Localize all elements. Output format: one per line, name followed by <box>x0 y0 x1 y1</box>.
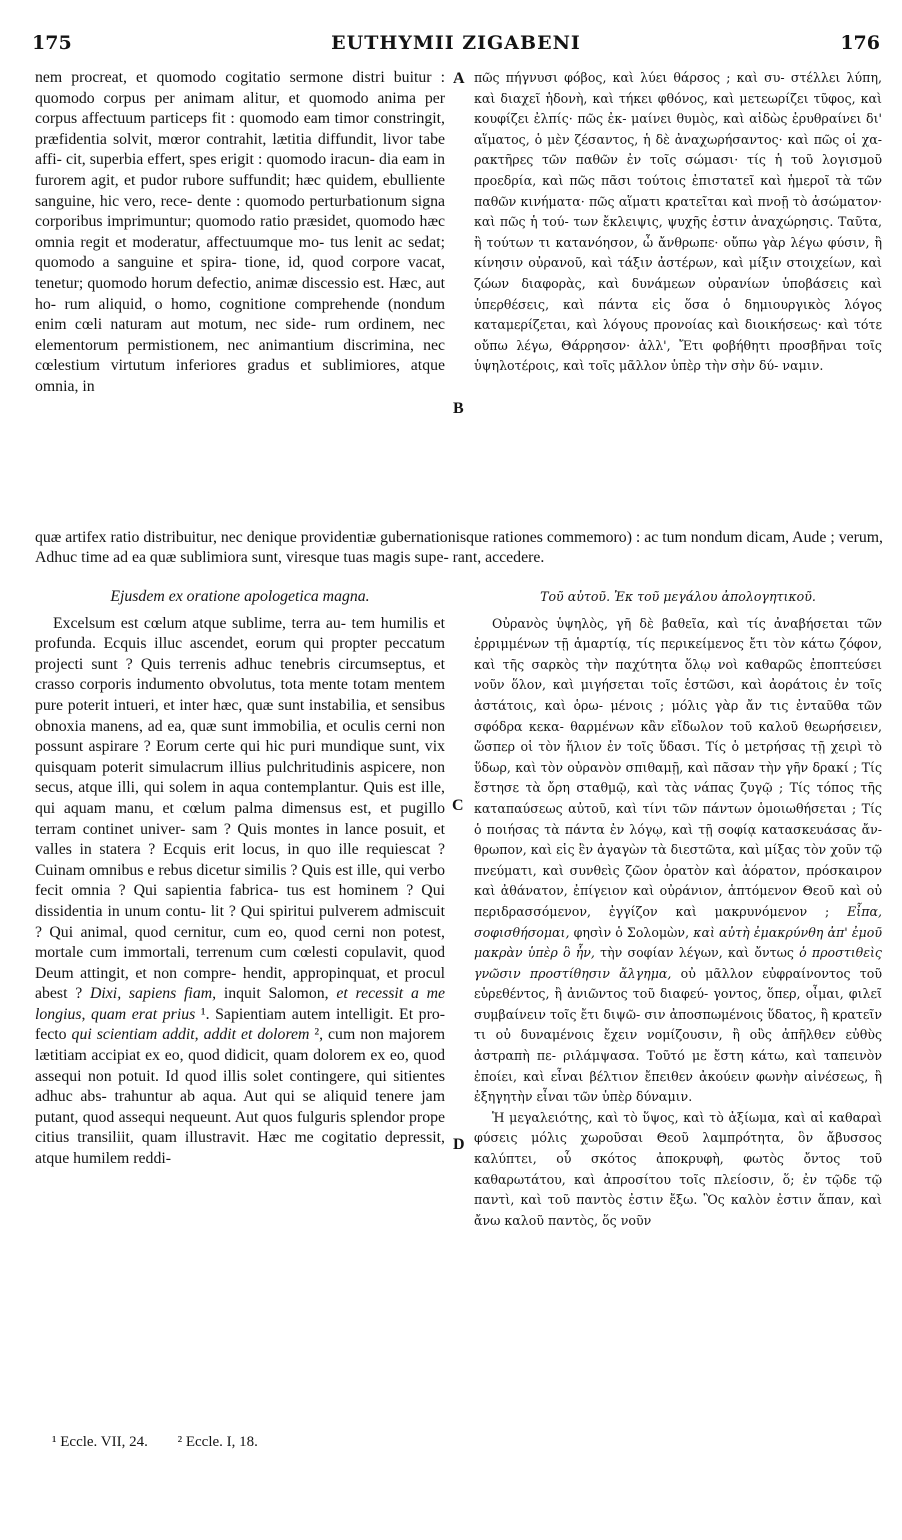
greek-body-text-4: οὐ μᾶλλον εὐφραίνοντος τοῦ εὑρεθέντος, ἢ ἀνιῶντος τοῦ διαφεύ- γοντος, ὅπερ, οἶμαι, φιλεῖ συμβαίνειν τοῖς ἔτι διψῶ- σιν ἀποσπωμένοις ὕδατος, ἢ κρατεῖν τι οὐ δυναμένοις ἔχειν νομίζουσιν, ἢ οὓς ἀπῆλθεν εὐθὺς ἀστραπὴ πε- ριλάμψασα. Τοῦτό με ἔστη κάτω, καὶ ταπεινὸν ἐποίει, καὶ εἶναι βέλτιον ἔπειθεν ἀκούειν φωνὴν αἰνέσεως, ἢ ἐξηγητὴν εἶναι τῶν ὑπὲρ δύναμιν. <box>474 965 882 1105</box>
greek-column-top <box>474 68 882 508</box>
greek-paragraph-top: πῶς πήγνυσι φόβος, καὶ λύει θάρσος ; καὶ συ- στέλλει λύπη, καὶ διαχεῖ ἡδονὴ, καὶ τήκει φθόνος, καὶ μετεωρίζει τῦφος, καὶ κουφίζει ἐλπίς· πῶς ἐκ- μαίνει θυμὸς, καὶ αἰδὼς ἐρυθραίνει δι' αἵματος, ὁ μὲν ζέσαντος, ἡ δὲ ἀναχωρήσαντος· καὶ πῶς οἱ χα- ρακτῆρες τῶν παθῶν ἐν τοῖς σώμασι· τίς ἡ τοῦ λογισμοῦ προεδρία, καὶ πῶς πᾶσι τούτοις ἐπιστατεῖ καὶ ἡμεροῖ τὰ τῶν παθῶν κινήματα· πῶς αἵματι κρατεῖται καὶ πνοῇ τὸ ἀσώματον· καὶ πῶς ἡ τού- των ἔκλειψις, ψυχῆς ἐστιν ἀναχώρησις. Ταῦτα, ἢ τούτων τι κατανόησον, ὦ ἄνθρωπε· οὔπω γὰρ λέγω φύσιν, ἢ κίνησιν οὐρανοῦ, καὶ τάξιν ἀστέρων, καὶ μίξιν στοιχείων, καὶ ζώων διαφορὰς, καὶ δυνάμεων οὐρανίων ὑποβάσεις καὶ ὑπερθέσεις, καὶ πάντα εἰς ὅσα ὁ δημιουργικὸς λόγος καταμερίζεται, καὶ λόγους προνοίας καὶ διοικήσεως· καὶ τότε οὔπω λέγω, Θάρρησον· ἀλλ', Ἔτι φοβήθητι προσβῆναι τοῖς ὑψηλοτέροις, καὶ τοῖς μᾶλλον ὑπὲρ τὴν σὴν δύ- ναμιν. <box>474 70 882 374</box>
latin-quote-3: qui scientiam addit, addit et dolorem <box>71 1026 310 1044</box>
margin-marker-c: C <box>452 797 464 814</box>
footnotes <box>52 1434 284 1451</box>
latin-quote-2: et recessit a me longius, quam erat prius <box>35 985 445 1023</box>
latin-body-text-1: Excelsum est cœlum atque sublime, terra au- tem humilis et profunda. Ecquis illuc ascendet, eorum qui propter peccatum projecti sunt ? Quis terrenis adhuc tenebris circumseptus, et crasso corporis indumento obvolutus, tota mente totam mentem pure poterit intueri, et inter hæc, quæ sunt instabilia, et sensibus obnoxia manens, ad ea, quæ sunt immobilia, et oculis cerni non possunt aspirare ? Eorum certe qui hic puri mundique sunt, vix quisquam poterit simulacrum illius pulchritudinis aspicere, non secus, atque illi, qui solem in aqua contemplantur. Quis est ille, qui aquam manu, et cœlum palma dimensus est, et pugillo terram continet univer- sam ? Quis montes in lance posuit, et valles in statera ? Ecquis erit locus, in quo ille requiescat ? Cuinam omnibus e rebus dicetur similis ? Quis est ille, qui verbo fecit omnia ? Qui sapientia fabrica- tus est hominem ? Qui dissidentia in unum contu- lit ? Qui spiritui pulverem admiscuit ? Qui animal, quod cernitur, cum eo, quod cerni non potest, mortale cum immortali, terrenum cum cœlesti copulavit, quod Deum attingit, et non compre- hendit, appropinquat, et procul abest ? <box>35 614 445 1003</box>
latin-body-text-3: . Sapientiam autem intelligit. Et pro- fecto <box>35 1005 445 1044</box>
latin-full-width-continuation <box>35 512 883 578</box>
footnote-2: ² Eccle. I, 18. <box>177 1434 258 1450</box>
running-header <box>32 32 880 62</box>
greek-body-text-3: τὴν σοφίαν λέγων, καὶ ὄντως <box>600 945 794 961</box>
footnote-ref-2: ² <box>314 1026 320 1044</box>
latin-section-title: Ejusdem ex oratione apologetica magna. <box>110 588 370 605</box>
margin-marker-d: D <box>453 1136 465 1153</box>
running-title: EUTHYMII ZIGABENI <box>331 32 581 54</box>
latin-column-bottom <box>35 587 445 1427</box>
greek-body-paragraph-2: Ἡ μεγαλειότης, καὶ τὸ ὕψος, καὶ τὸ ἀξίωμα, καὶ αἱ καθαραὶ φύσεις μόλις χωροῦσαι Θεοῦ λαμπρότητα, ὃν ἄβυσσος καλύπτει, οὗ σκότος ἀποκρυφὴ, φωτὸς ὄντος τοῦ καθαρωτάτου, καὶ ἀπροσίτου τοῖς πλείοσιν, ὅ; ἐν τῷδε τῷ παντὶ, καὶ τοῦ παντὸς ἐστιν ἔξω. Ὃς καλὸν ἐστιν ἅπαν, καὶ ἄνω καλοῦ παντὸς, ὅς νοῦν <box>474 1109 882 1228</box>
greek-quote-3: ὁ προστιθεὶς γνῶσιν προστίθησιν ἄλγημα, <box>474 945 882 981</box>
footnote-1: ¹ Eccle. VII, 24. <box>52 1434 148 1450</box>
greek-column-bottom <box>474 587 882 1427</box>
latin-continuation-paragraph: quæ artifex ratio distribuitur, nec denique providentiæ gubernationisque rationes commemoro) : ac tum nondum dicam, Aude ; verum, Adhuc time ad ea quæ sublimiora sunt, viresque tuas magis supe- rant, accedere. <box>35 528 883 567</box>
greek-body-text-2: φησὶν ὁ Σολομὼν, <box>573 924 690 940</box>
latin-body-text-4: , cum non majorem lætitiam accipiat ex eo, quod didicit, quam dolorem ex eo, quod assequi non potuit. Id quod illis solet contingere, qui sitientes adhuc abs- trahuntur ab aqua. Aut qui se aliquid tenere jam putant, quod assequi nequeunt. Aut quos fulguris splendor prope citius transiliit, quam illustravit. Hæc me cogitatio depressit, atque humilem reddi- <box>35 1026 445 1168</box>
page-number-left: 175 <box>32 32 72 54</box>
latin-quote-1: Dixi, sapiens fiam, <box>90 985 217 1003</box>
latin-body-text-2: inquit Salomon, <box>223 985 329 1003</box>
footnote-ref-1: ¹ <box>200 1005 206 1023</box>
latin-column-top <box>35 68 445 508</box>
greek-quote-1: Εἶπα, σοφισθήσομαι, <box>474 903 882 940</box>
greek-section-title: Τοῦ αὐτοῦ. Ἐκ τοῦ μεγάλου ἀπολογητικοῦ. <box>540 589 816 604</box>
latin-section-body <box>35 614 445 1170</box>
greek-quote-2: καὶ αὐτὴ ἐμακρύνθη ἀπ' ἐμοῦ μακρὰν ὑπὲρ ὃ ἦν, <box>474 924 882 961</box>
greek-body-text-1: Οὐρανὸς ὑψηλὸς, γῆ δὲ βαθεῖα, καὶ τίς ἀναβήσεται τῶν ἐρριμμένων τῇ ἁμαρτίᾳ, τίς περικείμενος ἔτι τὸν κάτω ζόφον, καὶ τῆς σαρκὸς τὴν παχύτητα ὅλῳ νοὶ καθαρῶς ἐποπτεύσει νοῦν ὅλον, καὶ μιγήσεται τοῖς ἑστῶσι, καὶ ἀοράτοις ἐν τοῖς ἀστάτοις, καὶ ὁρω- μένοις ; μόλις γὰρ ἄν τις ἐνταῦθα τῶν σφόδρα κεκα- θαρμένων κἂν εἴδωλον τοῦ καλοῦ θεωρήσειεν, ὥσπερ οἱ τὸν ἥλιον ἐν τοῖς ὕδασι. Τίς ὁ μετρήσας τῇ χειρὶ τὸ ὕδωρ, καὶ τὸν οὐρανὸν σπιθαμῇ, καὶ πᾶσαν τὴν γῆν δρακί ; Τίς ἔστησε τὰ ὄρη σταθμῷ, καὶ τὰς νάπας ζυγῷ ; Τίς τόπος τῆς καταπαύσεως αὐτοῦ, καὶ τίνι τῶν πάντων ὁμοιωθήσεται ; Τίς ὁ ποιήσας τὰ πάντα ἐν λόγῳ, καὶ τῇ σοφίᾳ κατασκευάσας ἄν- θρωπον, καὶ εἰς ἓν ἀγαγὼν τὰ διεστῶτα, καὶ μίξας τὸν χοῦν τῷ πνεύματι, καὶ συνθεὶς ζῶον ὁρατὸν καὶ ἀόρατον, πρόσκαιρον καὶ ἀθάνατον, ἐπίγειον καὶ οὐράνιον, ἁπτόμενον Θεοῦ καὶ οὐ περιδρασσόμενον, ἐγγίζον καὶ μακρυνόμενον ; <box>474 615 882 919</box>
latin-paragraph-top: nem procreat, et quomodo cogitatio sermone distri buitur : quomodo corpus per animam alitur, et quomodo anima per corpus affectuum particeps fit : quomodo eam timor constringit, præfidentia solvit, mœror contrahit, lætitia diffundit, livor tabe affi- cit, superbia effert, spes erigit : quomodo iracun- dia eam in furorem agit, et pudor rubore suffundit; hæc quidem, ebulliente sanguine, hic vero, rece- dente : quomodo perturbationum signa corporibus imprimuntur; quomodo ratio præsidet, quomodo hæc omnia regit et moderatur, affectuumque mo- tus lenit ac sedat; quomodo a sanguine et spira- tione, id, quod corpore vacat, tenetur; quomodo horum defectio, animæ discessio est. Hæc, aut ho- rum aliquid, o homo, cognitione comprehende (nondum enim cœli naturam aut motum, nec side- rum ordinem, nec elementorum permistionem, nec animantium discrimina, nec cœlestium virtutum inferiores gradus et sublimiores, atque omnia, in <box>35 69 445 395</box>
page-number-right: 176 <box>840 32 880 54</box>
margin-marker-a: A <box>453 70 465 87</box>
greek-section-body <box>474 614 882 1108</box>
margin-marker-b: B <box>453 400 464 417</box>
